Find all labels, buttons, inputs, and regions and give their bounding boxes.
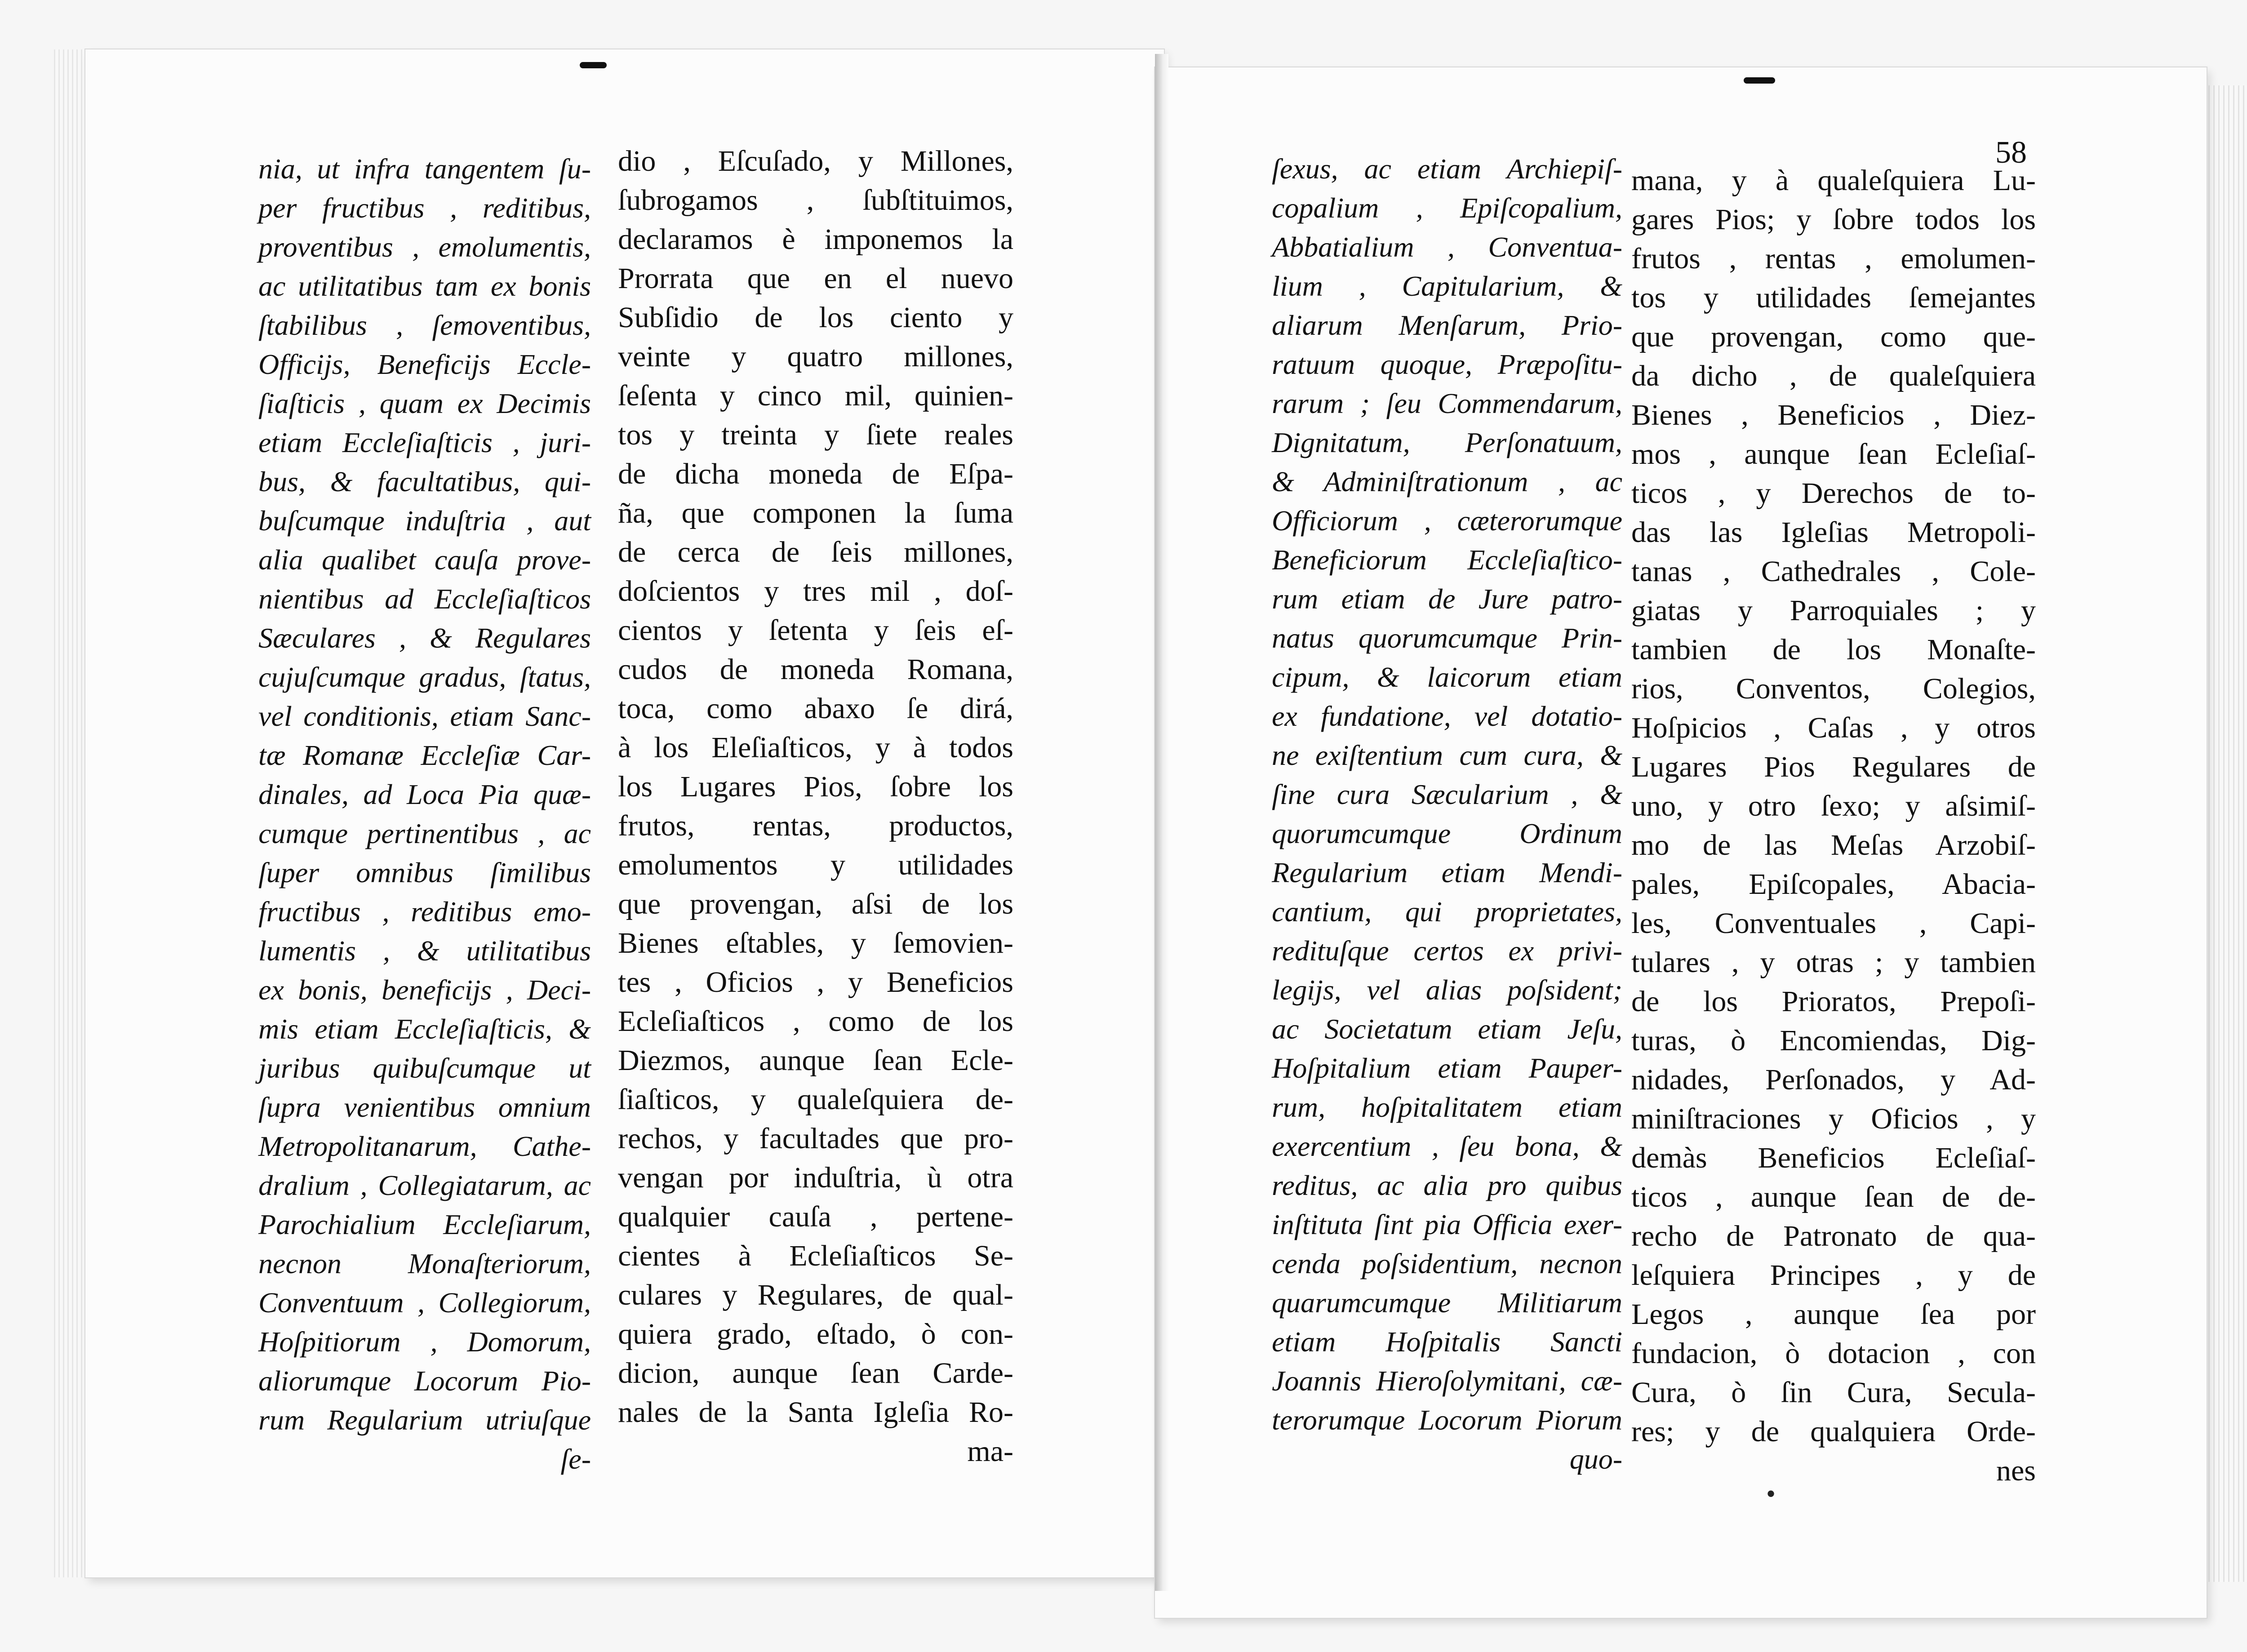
text-line: cipum, & laicorum etiam <box>1272 661 1622 693</box>
text-line: ratuum quoque, Præpoſitu- <box>1272 348 1622 380</box>
text-line: mis etiam Eccleſiaſticis, & <box>258 1013 591 1045</box>
text-line: ſexus, ac etiam Archiepiſ- <box>1272 153 1622 185</box>
text-line: rum etiam de Jure patro- <box>1272 583 1622 615</box>
right-spanish-column <box>1631 161 2036 1490</box>
text-line: fructibus , reditibus emo- <box>258 896 591 928</box>
text-line: per fructibus , reditibus, <box>258 192 591 224</box>
text-line: tos y treinta y ſiete reales <box>618 418 1013 451</box>
text-line: das las Igleſias Metropoli- <box>1631 516 2036 549</box>
text-line: alia qualibet cauſa prove- <box>258 544 591 576</box>
text-line: ſtabilibus , ſemoventibus, <box>258 309 591 341</box>
text-line: fundacion, ò dotacion , con <box>1631 1337 2036 1370</box>
text-line: giatas y Parroquiales ; y <box>1631 594 2036 627</box>
text-line: Joannis Hieroſolymitani, cæ- <box>1272 1365 1622 1397</box>
text-line: ſubrogamos , ſubſtituimos, <box>618 184 1013 217</box>
book-gutter <box>1155 54 1168 1591</box>
text-line: de los Prioratos, Prepoſi- <box>1631 985 2036 1018</box>
text-line: Cura, ò ſin Cura, Secula- <box>1631 1376 2036 1409</box>
catchword: ſe- <box>560 1443 591 1475</box>
text-line: qualquier cauſa , pertene- <box>618 1200 1013 1233</box>
text-line: que provengan, aſsi de los <box>618 888 1013 920</box>
text-line: emolumentos y utilidades <box>618 848 1013 881</box>
page-number: 58 <box>1995 135 2027 170</box>
text-line: nia, ut infra tangentem ſu- <box>258 153 591 185</box>
text-line: doſcientos y tres mil , doſ- <box>618 575 1013 608</box>
text-line: los Lugares Pios, ſobre los <box>618 770 1013 803</box>
text-line: ticos , aunque ſean de de- <box>1631 1181 2036 1213</box>
text-line: culares y Regulares, de qual- <box>618 1279 1013 1311</box>
text-line: juribus quibuſcumque ut <box>258 1052 591 1084</box>
text-line: bus, & facultatibus, qui- <box>258 466 591 497</box>
text-line: turas, ò Encomiendas, Dig- <box>1631 1024 2036 1057</box>
text-line: ticos , y Derechos de to- <box>1631 477 2036 510</box>
text-line: buſcumque induſtria , aut <box>258 505 591 537</box>
text-line: ex bonis, beneficijs , Deci- <box>258 974 591 1006</box>
text-line: ne exiſtentium cum cura, & <box>1272 739 1622 771</box>
text-line: Abbatialium , Conventua- <box>1272 231 1622 263</box>
text-line: res; y de qualquiera Orde- <box>1631 1415 2036 1448</box>
left-page-edge <box>54 49 90 1577</box>
text-line: tanas , Cathedrales , Cole- <box>1631 555 2036 588</box>
text-line: ex fundatione, vel dotatio- <box>1272 700 1622 732</box>
text-line: Parochialium Eccleſiarum, <box>258 1208 591 1240</box>
text-line: Prorrata que en el nuevo <box>618 262 1013 295</box>
text-line: redituſque certos ex privi- <box>1272 935 1622 967</box>
text-line: cenda poſsidentium, necnon <box>1272 1248 1622 1279</box>
text-line: lumentis , & utilitatibus <box>258 935 591 967</box>
text-line: cumque pertinentibus , ac <box>258 817 591 849</box>
text-line: nientibus ad Eccleſiaſticos <box>258 583 591 615</box>
text-line: quarumcumque Militiarum <box>1272 1287 1622 1319</box>
text-line: legijs, vel alias poſsident; <box>1272 974 1622 1006</box>
text-line: rechos, y facultades que pro- <box>618 1122 1013 1155</box>
ink-dot-mark: • <box>1766 1479 1776 1509</box>
text-line: & Adminiſtrationum , ac <box>1272 466 1622 497</box>
text-line: mana, y à qualeſquiera Lu- <box>1631 164 2036 197</box>
text-line: ña, que componen la ſuma <box>618 497 1013 529</box>
text-line: dinales, ad Loca Pia quæ- <box>258 778 591 810</box>
text-line: cujuſcumque gradus, ſtatus, <box>258 661 591 693</box>
text-line: Conventuum , Collegiorum, <box>258 1287 591 1319</box>
text-line: demàs Beneficios Ecleſiaſ- <box>1631 1141 2036 1174</box>
text-line: natus quorumcumque Prin- <box>1272 622 1622 654</box>
text-line: Bienes , Beneficios , Diez- <box>1631 399 2036 431</box>
text-line: aliarum Menſarum, Prio- <box>1272 309 1622 341</box>
text-line: tos y utilidades ſemejantes <box>1631 281 2036 314</box>
text-line: mo de las Meſas Arzobiſ- <box>1631 829 2036 862</box>
text-line: cantium, qui proprietates, <box>1272 896 1622 928</box>
text-line: vel conditionis, etiam Sanc- <box>258 700 591 732</box>
text-line: les, Conventuales , Capi- <box>1631 907 2036 940</box>
text-line: leſquiera Principes , y de <box>1631 1259 2036 1292</box>
text-line: Beneficiorum Eccleſiaſtico- <box>1272 544 1622 576</box>
text-line: Sæculares , & Regulares <box>258 622 591 654</box>
text-line: dralium , Collegiatarum, ac <box>258 1169 591 1201</box>
text-line: Legos , aunque ſea por <box>1631 1298 2036 1331</box>
left-latin-column <box>258 149 591 1479</box>
text-line: que provengan, como que- <box>1631 320 2036 353</box>
text-line: ſine cura Sæcularium , & <box>1272 778 1622 810</box>
text-line: Metropolitanarum, Cathe- <box>258 1130 591 1162</box>
text-line: proventibus , emolumentis, <box>258 231 591 263</box>
text-line: tæ Romanæ Eccleſiæ Car- <box>258 739 591 771</box>
text-line: frutos, rentas, productos, <box>618 809 1013 842</box>
text-line: nidades, Perſonados, y Ad- <box>1631 1063 2036 1096</box>
catchword: ma- <box>967 1435 1013 1468</box>
text-line: ſeſenta y cinco mil, quinien- <box>618 379 1013 412</box>
text-line: pales, Epiſcopales, Abacia- <box>1631 868 2036 901</box>
text-line: quorumcumque Ordinum <box>1272 817 1622 849</box>
text-line: Diezmos, aunque ſean Ecle- <box>618 1044 1013 1077</box>
text-line: dio , Eſcuſado, y Millones, <box>618 145 1013 178</box>
text-line: rum, hoſpitalitatem etiam <box>1272 1091 1622 1123</box>
text-line: rum Regularium utriuſque <box>258 1404 591 1436</box>
text-line: à los Eleſiaſticos, y à todos <box>618 731 1013 764</box>
text-line: rarum ; ſeu Commendarum, <box>1272 387 1622 419</box>
text-line: gares Pios; y ſobre todos los <box>1631 203 2036 236</box>
text-line: da dicho , de qualeſquiera <box>1631 360 2036 392</box>
text-line: tulares , y otras ; y tambien <box>1631 946 2036 979</box>
text-line: Subſidio de los ciento y <box>618 301 1013 334</box>
text-line: cientes à Ecleſiaſticos Se- <box>618 1239 1013 1272</box>
right-page-edge <box>2200 85 2247 1582</box>
text-line: lium , Capitularium, & <box>1272 270 1622 302</box>
text-line: frutos , rentas , emolumen- <box>1631 242 2036 275</box>
text-line: Hoſpitiorum , Domorum, <box>258 1326 591 1358</box>
binding-thread-mark <box>580 62 607 68</box>
text-line: rios, Conventos, Colegios, <box>1631 672 2036 705</box>
text-line: Bienes eſtables, y ſemovien- <box>618 927 1013 959</box>
text-line: dicion, aunque ſean Carde- <box>618 1357 1013 1390</box>
catchword: quo- <box>1569 1443 1622 1475</box>
text-line: de dicha moneda de Eſpa- <box>618 457 1013 490</box>
text-line: uno, y otro ſexo; y aſsimiſ- <box>1631 790 2036 822</box>
text-line: de cerca de ſeis millones, <box>618 536 1013 568</box>
text-line: copalium , Epiſcopalium, <box>1272 192 1622 224</box>
text-line: ſiaſticis , quam ex Decimis <box>258 387 591 419</box>
text-line: Regularium etiam Mendi- <box>1272 857 1622 888</box>
binding-thread-mark <box>1744 77 1775 84</box>
text-line: aliorumque Locorum Pio- <box>258 1365 591 1397</box>
left-spanish-column <box>618 142 1013 1471</box>
text-line: mos , aunque ſean Ecleſiaſ- <box>1631 438 2036 471</box>
text-line: miniſtraciones y Oficios , y <box>1631 1102 2036 1135</box>
text-line: etiam Eccleſiaſticis , juri- <box>258 426 591 458</box>
text-line: ac Societatum etiam Jeſu, <box>1272 1013 1622 1045</box>
text-line: Ecleſiaſticos , como de los <box>618 1005 1013 1038</box>
text-line: inſtituta ſint pia Officia exer- <box>1272 1208 1622 1240</box>
text-line: Lugares Pios Regulares de <box>1631 751 2036 783</box>
text-line: veinte y quatro millones, <box>618 340 1013 373</box>
text-line: terorumque Locorum Piorum <box>1272 1404 1622 1436</box>
text-line: tambien de los Monaſte- <box>1631 633 2036 666</box>
text-line: toca, como abaxo ſe dirá, <box>618 692 1013 725</box>
text-line: cudos de moneda Romana, <box>618 653 1013 686</box>
text-line: exercentium , ſeu bona, & <box>1272 1130 1622 1162</box>
text-line: ſiaſticos, y qualeſquiera de- <box>618 1083 1013 1116</box>
text-line: Officiorum , cæterorumque <box>1272 505 1622 537</box>
text-line: recho de Patronato de qua- <box>1631 1220 2036 1252</box>
text-line: ac utilitatibus tam ex bonis <box>258 270 591 302</box>
text-line: cientos y ſetenta y ſeis eſ- <box>618 614 1013 647</box>
text-line: Officijs, Beneficijs Eccle- <box>258 348 591 380</box>
right-latin-column <box>1272 149 1622 1479</box>
text-line: quiera grado, eſtado, ò con- <box>618 1318 1013 1350</box>
text-line: ſuper omnibus ſimilibus <box>258 857 591 888</box>
text-line: etiam Hoſpitalis Sancti <box>1272 1326 1622 1358</box>
catchword: nes <box>1996 1454 2036 1487</box>
text-line: tes , Oficios , y Beneficios <box>618 966 1013 999</box>
text-line: necnon Monaſteriorum, <box>258 1248 591 1279</box>
text-line: reditus, ac alia pro quibus <box>1272 1169 1622 1201</box>
text-line: vengan por induſtria, ù otra <box>618 1161 1013 1194</box>
text-line: ſupra venientibus omnium <box>258 1091 591 1123</box>
text-line: nales de la Santa Igleſia Ro- <box>618 1396 1013 1429</box>
text-line: Dignitatum, Perſonatuum, <box>1272 426 1622 458</box>
text-line: Hoſpitalium etiam Pauper- <box>1272 1052 1622 1084</box>
text-line: Hoſpicios , Caſas , y otros <box>1631 711 2036 744</box>
text-line: declaramos è imponemos la <box>618 223 1013 256</box>
